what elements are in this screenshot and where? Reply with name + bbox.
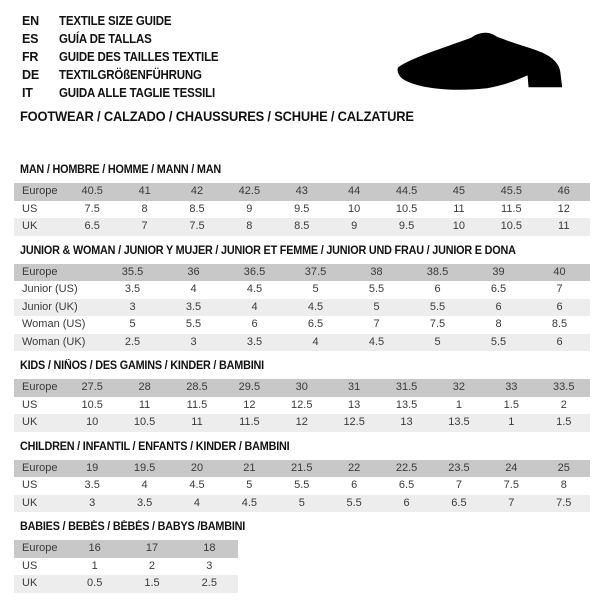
size-cell: 41 <box>118 183 170 201</box>
size-cell: 8 <box>468 316 529 334</box>
size-cell: 5 <box>346 299 407 317</box>
size-cell: 31 <box>328 379 380 397</box>
size-row <box>14 558 238 576</box>
row-label: UK <box>14 575 66 593</box>
language-row-de <box>22 66 232 84</box>
size-cell: 35.5 <box>102 264 163 282</box>
size-cell: 4 <box>171 495 223 513</box>
size-cell: 6 <box>328 477 380 495</box>
size-cell: 24 <box>485 460 537 478</box>
size-table <box>14 540 238 593</box>
size-row <box>14 183 590 201</box>
row-label: US <box>14 201 66 219</box>
size-cell: 10 <box>66 414 118 432</box>
size-cell: 38 <box>346 264 407 282</box>
section-title: KIDS / NIÑOS / DES GAMINS / KINDER / BAMBINI <box>20 360 264 372</box>
size-cell: 30 <box>276 379 328 397</box>
size-cell: 3.5 <box>66 477 118 495</box>
size-row <box>14 460 590 478</box>
size-cell: 17 <box>123 540 180 558</box>
size-cell: 10 <box>328 201 380 219</box>
size-cell: 12.5 <box>276 397 328 415</box>
row-label: Woman (US) <box>14 316 102 334</box>
size-cell: 0.5 <box>66 575 123 593</box>
language-row-it <box>22 84 232 102</box>
size-cell: 9 <box>223 201 275 219</box>
size-cell: 7 <box>529 281 590 299</box>
section-title: BABIES / BEBÉS / BÉBÉS / BABYS /BAMBINI <box>20 521 246 533</box>
size-cell: 19.5 <box>118 460 170 478</box>
language-code: EN <box>22 14 39 28</box>
row-label: UK <box>14 495 66 513</box>
size-row <box>14 414 590 432</box>
section-title: CHILDREN / INFANTIL / ENFANTS / KINDER / BAMBINI <box>20 440 290 453</box>
language-label: GUIDA ALLE TAGLIE TESSILI <box>59 86 215 100</box>
size-cell: 37.5 <box>285 264 346 282</box>
size-cell: 10 <box>433 218 485 236</box>
size-cell: 2.5 <box>181 575 238 593</box>
size-cell: 42.5 <box>223 183 275 201</box>
size-cell: 3.5 <box>118 495 170 513</box>
size-cell: 8 <box>538 477 590 495</box>
size-cell: 20 <box>171 460 223 478</box>
size-cell: 12 <box>223 397 275 415</box>
size-row <box>14 281 590 299</box>
row-label: Junior (UK) <box>14 299 102 317</box>
size-cell: 33 <box>485 379 537 397</box>
row-label: US <box>14 477 66 495</box>
size-tables <box>14 164 590 600</box>
size-cell: 44 <box>328 183 380 201</box>
size-row <box>14 379 590 397</box>
size-cell: 1.5 <box>485 397 537 415</box>
language-code: IT <box>22 86 33 100</box>
size-row <box>14 201 590 219</box>
row-label: Woman (UK) <box>14 334 102 352</box>
size-cell: 31.5 <box>380 379 432 397</box>
size-cell: 5 <box>102 316 163 334</box>
size-cell: 12.5 <box>328 414 380 432</box>
size-cell: 10.5 <box>485 218 537 236</box>
size-table <box>14 264 590 352</box>
size-cell: 4.5 <box>223 495 275 513</box>
size-cell: 6.5 <box>468 281 529 299</box>
category-title: FOOTWEAR / CALZADO / CHAUSSURES / SCHUHE / CALZATURE <box>20 108 414 124</box>
size-cell: 5.5 <box>276 477 328 495</box>
size-cell: 5 <box>285 281 346 299</box>
language-label: GUIDE DES TAILLES TEXTILE <box>59 50 219 64</box>
language-row-es <box>22 30 232 48</box>
size-cell: 6 <box>529 334 590 352</box>
size-cell: 5.5 <box>328 495 380 513</box>
size-cell: 28.5 <box>171 379 223 397</box>
size-cell: 5 <box>276 495 328 513</box>
row-label: US <box>14 558 66 576</box>
size-cell: 4.5 <box>171 477 223 495</box>
size-cell: 11 <box>118 397 170 415</box>
size-row <box>14 575 238 593</box>
size-cell: 6 <box>380 495 432 513</box>
size-cell: 10.5 <box>380 201 432 219</box>
size-cell: 23.5 <box>433 460 485 478</box>
dress-shoe-icon <box>388 16 584 110</box>
size-cell: 11.5 <box>485 201 537 219</box>
size-cell: 3.5 <box>224 334 285 352</box>
size-cell: 5.5 <box>163 316 224 334</box>
language-row-en <box>22 12 232 30</box>
language-code: FR <box>22 50 39 64</box>
size-cell: 18 <box>181 540 238 558</box>
size-row <box>14 397 590 415</box>
size-cell: 27.5 <box>66 379 118 397</box>
size-cell: 9.5 <box>276 201 328 219</box>
size-cell: 3 <box>163 334 224 352</box>
size-cell: 25 <box>538 460 590 478</box>
size-cell: 13 <box>328 397 380 415</box>
size-row <box>14 316 590 334</box>
language-code: ES <box>22 32 39 46</box>
size-cell: 4 <box>285 334 346 352</box>
size-table <box>14 183 590 236</box>
size-cell: 3 <box>181 558 238 576</box>
size-cell: 45 <box>433 183 485 201</box>
size-cell: 1.5 <box>123 575 180 593</box>
size-cell: 36.5 <box>224 264 285 282</box>
row-label: UK <box>14 218 66 236</box>
size-cell: 7 <box>346 316 407 334</box>
size-cell: 5 <box>223 477 275 495</box>
row-label: Europe <box>14 183 66 201</box>
size-cell: 4 <box>118 477 170 495</box>
size-cell: 1 <box>433 397 485 415</box>
size-cell: 43 <box>276 183 328 201</box>
size-cell: 40.5 <box>66 183 118 201</box>
size-cell: 29.5 <box>223 379 275 397</box>
size-cell: 6.5 <box>66 218 118 236</box>
size-cell: 21 <box>223 460 275 478</box>
size-cell: 8.5 <box>529 316 590 334</box>
row-label: UK <box>14 414 66 432</box>
size-cell: 9.5 <box>380 218 432 236</box>
section-title: MAN / HOMBRE / HOMME / MANN / MAN <box>20 164 221 176</box>
size-cell: 7.5 <box>485 477 537 495</box>
size-cell: 13.5 <box>380 397 432 415</box>
size-cell: 3 <box>102 299 163 317</box>
size-row <box>14 264 590 282</box>
size-cell: 6 <box>407 281 468 299</box>
size-cell: 4.5 <box>346 334 407 352</box>
row-label: Junior (US) <box>14 281 102 299</box>
size-cell: 28 <box>118 379 170 397</box>
size-cell: 2 <box>123 558 180 576</box>
size-cell: 11 <box>538 218 590 236</box>
size-cell: 4 <box>163 281 224 299</box>
language-header <box>22 12 232 102</box>
size-cell: 5.5 <box>346 281 407 299</box>
size-cell: 12 <box>276 414 328 432</box>
size-cell: 16 <box>66 540 123 558</box>
size-section <box>14 245 590 352</box>
row-label: Europe <box>14 264 102 282</box>
row-label: Europe <box>14 540 66 558</box>
language-row-fr <box>22 48 232 66</box>
size-cell: 39 <box>468 264 529 282</box>
size-cell: 1 <box>485 414 537 432</box>
size-cell: 1.5 <box>538 414 590 432</box>
size-section <box>14 360 590 432</box>
size-section <box>14 521 590 593</box>
size-cell: 40 <box>529 264 590 282</box>
size-row <box>14 334 590 352</box>
size-section <box>14 164 590 236</box>
size-cell: 6.5 <box>380 477 432 495</box>
size-row <box>14 540 238 558</box>
size-cell: 11.5 <box>171 397 223 415</box>
size-cell: 22 <box>328 460 380 478</box>
size-cell: 44.5 <box>380 183 432 201</box>
size-row <box>14 477 590 495</box>
size-table <box>14 379 590 432</box>
size-cell: 45.5 <box>485 183 537 201</box>
row-label: US <box>14 397 66 415</box>
size-cell: 4 <box>224 299 285 317</box>
size-cell: 7 <box>118 218 170 236</box>
language-label: GUÍA DE TALLAS <box>59 32 152 46</box>
language-label: TEXTILE SIZE GUIDE <box>59 14 172 28</box>
size-cell: 13.5 <box>433 414 485 432</box>
language-code: DE <box>22 68 39 82</box>
size-cell: 7 <box>485 495 537 513</box>
size-cell: 38.5 <box>407 264 468 282</box>
size-cell: 3 <box>66 495 118 513</box>
size-cell: 5.5 <box>407 299 468 317</box>
size-cell: 46 <box>538 183 590 201</box>
size-cell: 1 <box>66 558 123 576</box>
size-cell: 4.5 <box>224 281 285 299</box>
size-cell: 36 <box>163 264 224 282</box>
size-cell: 7 <box>433 477 485 495</box>
size-row <box>14 299 590 317</box>
size-cell: 33.5 <box>538 379 590 397</box>
size-cell: 4.5 <box>285 299 346 317</box>
size-cell: 6 <box>529 299 590 317</box>
size-cell: 22.5 <box>380 460 432 478</box>
size-table <box>14 460 590 513</box>
size-cell: 6.5 <box>433 495 485 513</box>
size-cell: 21.5 <box>276 460 328 478</box>
size-cell: 2 <box>538 397 590 415</box>
size-cell: 10.5 <box>118 414 170 432</box>
size-cell: 9 <box>328 218 380 236</box>
size-cell: 8.5 <box>171 201 223 219</box>
size-cell: 7.5 <box>66 201 118 219</box>
size-cell: 5 <box>407 334 468 352</box>
size-cell: 7.5 <box>171 218 223 236</box>
size-cell: 42 <box>171 183 223 201</box>
size-cell: 8 <box>118 201 170 219</box>
size-cell: 13 <box>380 414 432 432</box>
size-cell: 11.5 <box>223 414 275 432</box>
size-cell: 12 <box>538 201 590 219</box>
row-label: Europe <box>14 460 66 478</box>
size-cell: 19 <box>66 460 118 478</box>
size-section <box>14 441 590 513</box>
size-cell: 2.5 <box>102 334 163 352</box>
size-cell: 32 <box>433 379 485 397</box>
size-cell: 11 <box>433 201 485 219</box>
size-cell: 5.5 <box>468 334 529 352</box>
size-cell: 6 <box>224 316 285 334</box>
size-cell: 7.5 <box>538 495 590 513</box>
row-label: Europe <box>14 379 66 397</box>
section-title: JUNIOR & WOMAN / JUNIOR Y MUJER / JUNIOR ET FEMME / JUNIOR UND FRAU / JUNIOR E DONA <box>20 244 516 257</box>
size-row <box>14 218 590 236</box>
size-cell: 7.5 <box>407 316 468 334</box>
size-cell: 8 <box>223 218 275 236</box>
size-cell: 10.5 <box>66 397 118 415</box>
size-cell: 3.5 <box>163 299 224 317</box>
size-row <box>14 495 590 513</box>
size-cell: 6 <box>468 299 529 317</box>
size-cell: 6.5 <box>285 316 346 334</box>
size-cell: 3.5 <box>102 281 163 299</box>
language-label: TEXTILGRÖßENFÜHRUNG <box>59 68 202 82</box>
size-cell: 8.5 <box>276 218 328 236</box>
size-cell: 11 <box>171 414 223 432</box>
